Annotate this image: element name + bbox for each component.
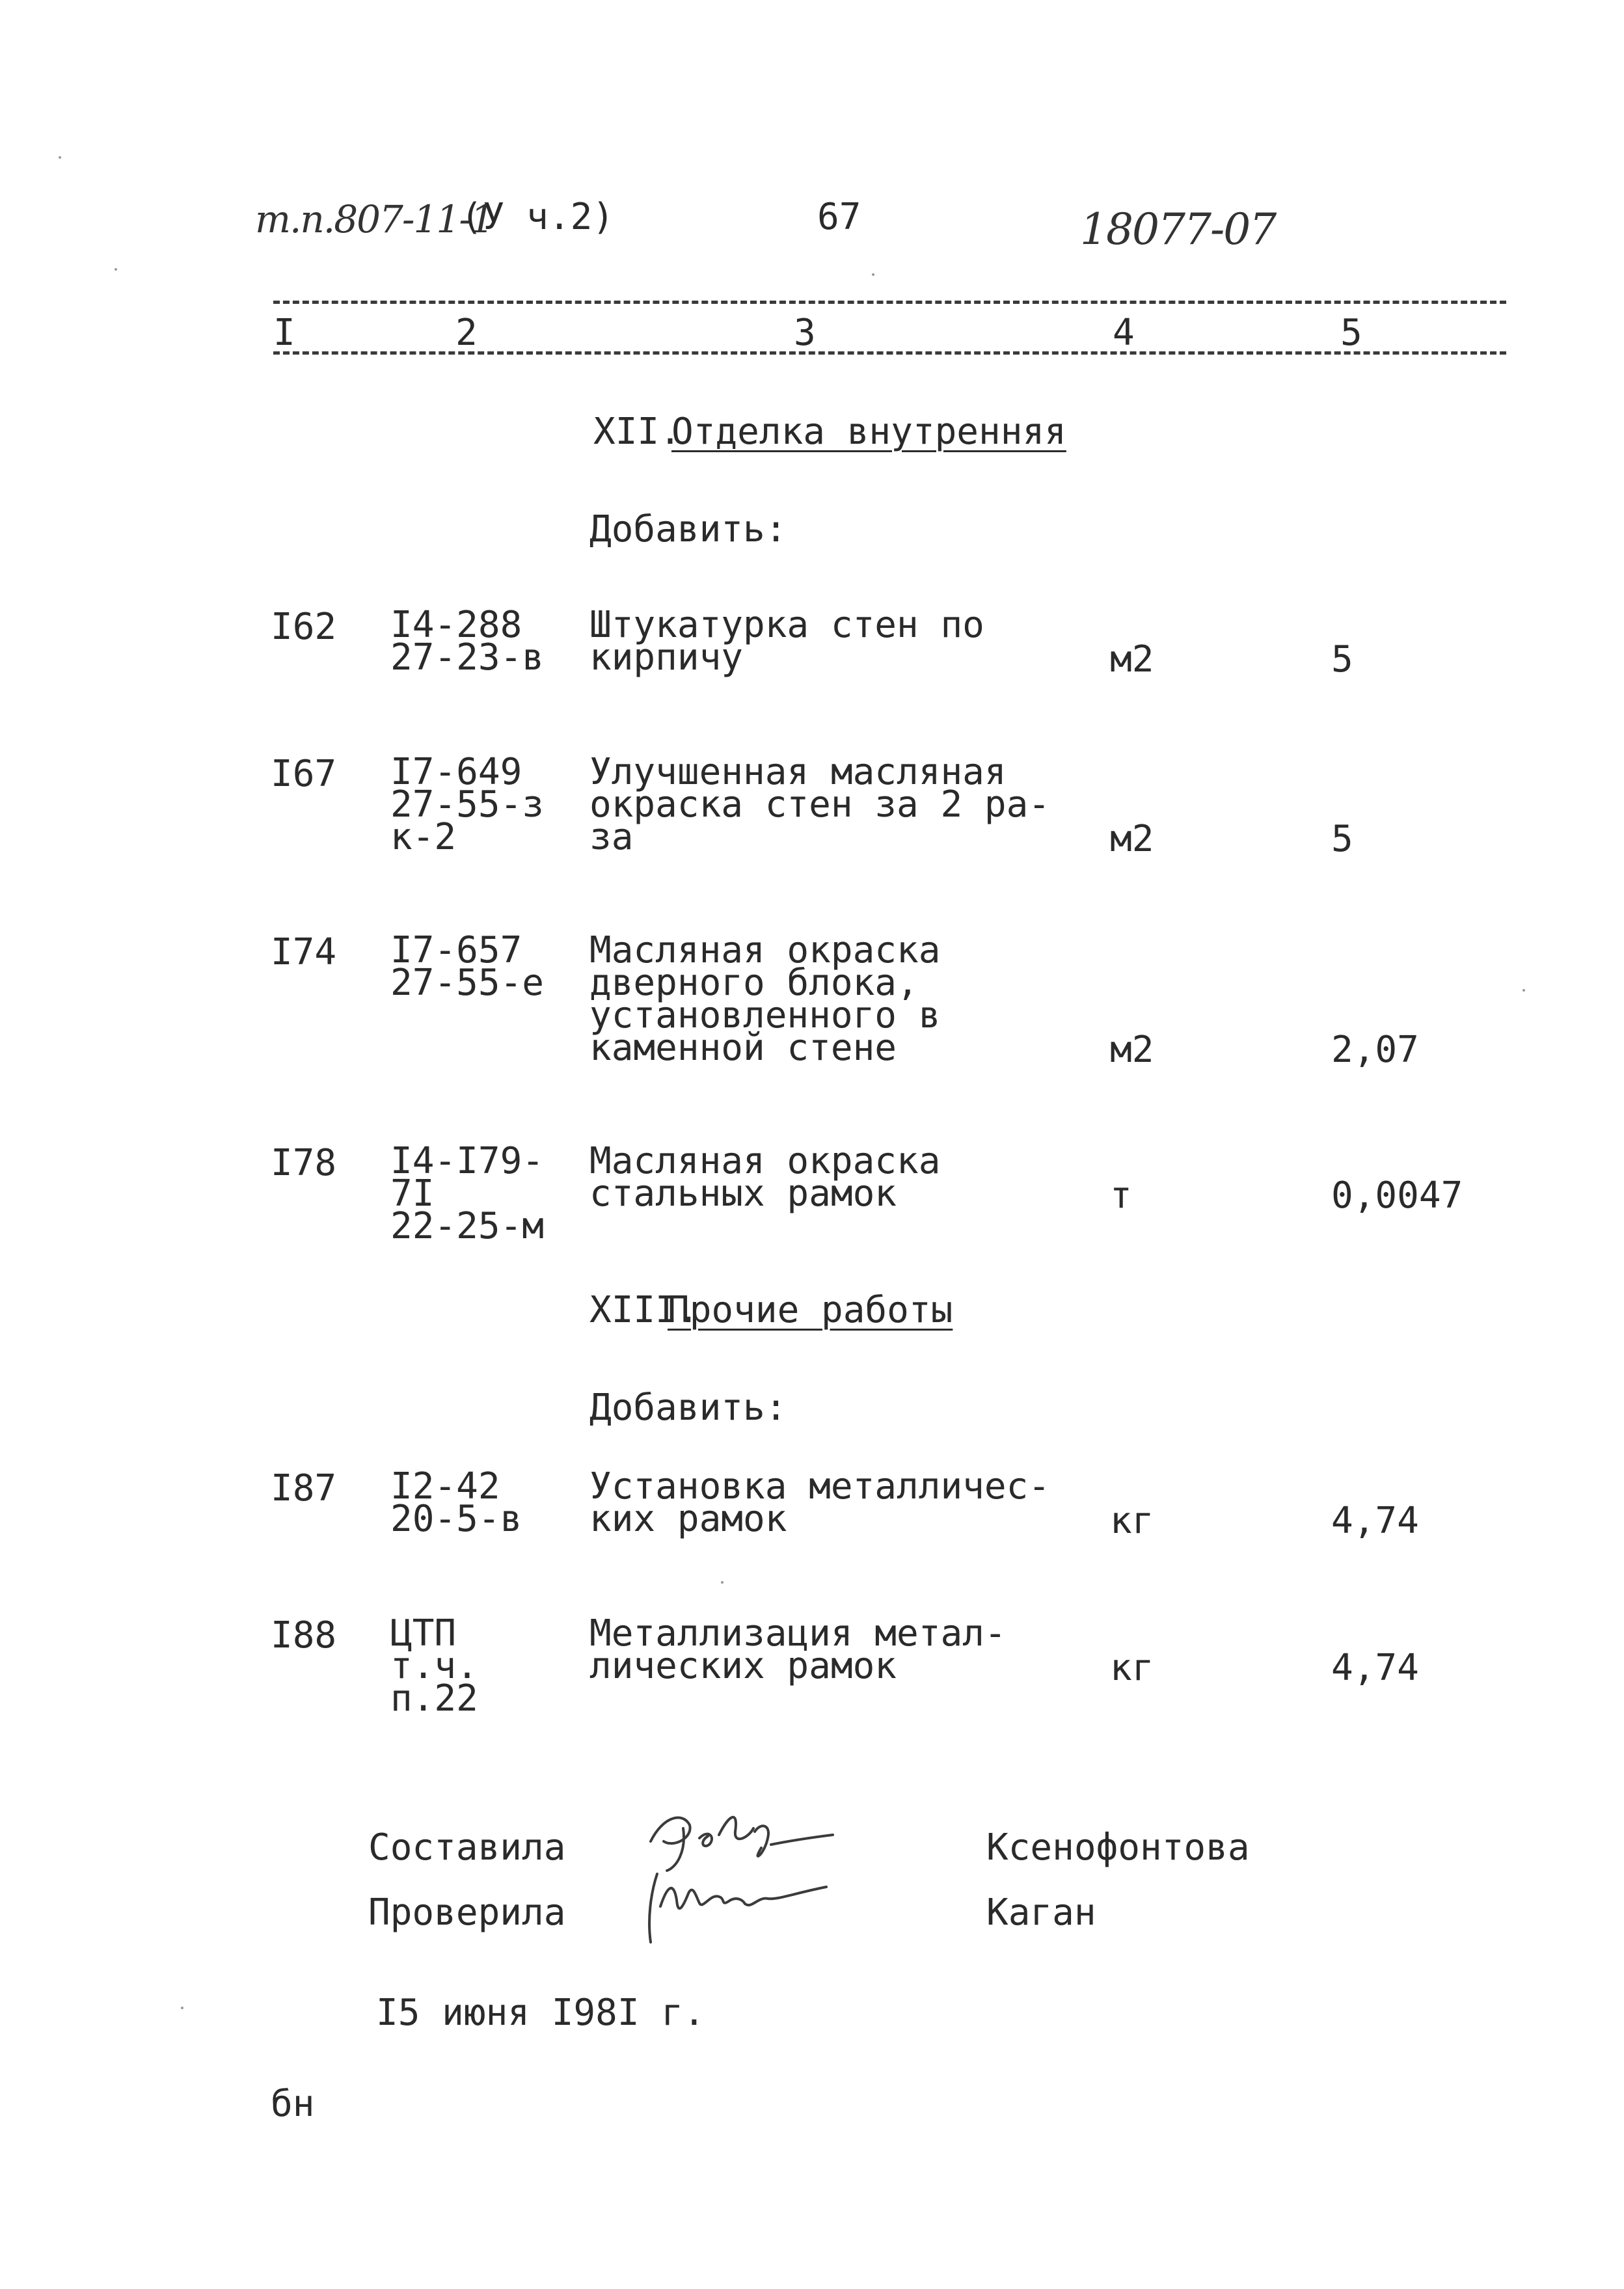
row-description: Масляная окраска стальных рамок xyxy=(589,1140,941,1215)
scan-speck xyxy=(59,156,61,159)
row-quantity: 4,74 xyxy=(1331,1500,1419,1542)
row-number: I87 xyxy=(271,1467,337,1510)
section-13-title: Прочие работы xyxy=(668,1289,953,1331)
checked-by-label: Проверила xyxy=(368,1891,566,1934)
section-12-title: Отделка внутренняя xyxy=(671,411,1066,453)
scan-speck xyxy=(721,1581,724,1584)
document-date: I5 июня I98I г. xyxy=(376,1992,705,2034)
scan-speck xyxy=(115,268,117,271)
checked-by-name: Каган xyxy=(986,1891,1096,1934)
row-quantity: 5 xyxy=(1331,818,1353,860)
row-description: Штукатурка стен по кирпичу xyxy=(589,604,984,679)
row-quantity: 0,0047 xyxy=(1331,1174,1463,1217)
scan-speck xyxy=(181,2007,183,2009)
row-quantity: 5 xyxy=(1331,638,1353,681)
row-quantity: 4,74 xyxy=(1331,1647,1419,1689)
row-description: Установка металличес- ких рамок xyxy=(589,1465,1051,1540)
row-code: I7-657 27-55-е xyxy=(390,929,545,1004)
row-code: ЦТП т.ч. п.22 xyxy=(390,1612,478,1720)
footer-mark: бн xyxy=(271,2083,315,2125)
section-13-action: Добавить: xyxy=(589,1387,787,1429)
row-number: I78 xyxy=(271,1142,337,1184)
row-number: I62 xyxy=(271,606,337,648)
row-description: Улучшенная масляная окраска стен за 2 ра- за xyxy=(589,751,1051,858)
column-header-4: 4 xyxy=(1113,312,1135,354)
row-description: Металлизация метал- лических рамок xyxy=(589,1612,1007,1687)
section-12-action: Добавить: xyxy=(589,508,787,550)
row-unit: кг xyxy=(1110,1647,1154,1689)
column-header-3: 3 xyxy=(794,312,816,354)
row-description: Масляная окраска дверного блока, установленного в каменной стене xyxy=(589,929,941,1069)
row-number: I74 xyxy=(271,931,337,973)
row-code: I4-I79- 7I 22-25-м xyxy=(390,1140,545,1247)
row-unit: кг xyxy=(1110,1500,1154,1542)
row-unit: т xyxy=(1110,1174,1132,1217)
signature-checked xyxy=(638,1861,859,1952)
column-header-2: 2 xyxy=(455,312,478,354)
row-unit: м2 xyxy=(1110,1029,1154,1071)
section-12-numeral: XII. xyxy=(593,411,681,453)
row-code: I2-42 20-5-в xyxy=(390,1465,522,1540)
row-code: I7-649 27-55-з к-2 xyxy=(390,751,545,858)
scan-speck xyxy=(872,273,874,276)
page-number: 67 xyxy=(817,196,861,238)
scan-speck xyxy=(1522,989,1525,992)
column-header-bottom-rule xyxy=(273,351,1506,355)
row-unit: м2 xyxy=(1110,818,1154,860)
column-header-1: I xyxy=(273,312,295,354)
row-number: I67 xyxy=(271,753,337,795)
row-code: I4-288 27-23-в xyxy=(390,604,545,679)
section-13-numeral: XIII. xyxy=(589,1289,699,1331)
row-quantity: 2,07 xyxy=(1331,1029,1419,1071)
column-header-top-rule xyxy=(273,301,1506,304)
column-header-5: 5 xyxy=(1340,312,1362,354)
compiled-by-name: Ксенофонтова xyxy=(986,1826,1250,1869)
row-unit: м2 xyxy=(1110,638,1154,681)
row-number: I88 xyxy=(271,1614,337,1657)
compiled-by-label: Составила xyxy=(368,1826,566,1869)
project-number: т.п.807-11-1 xyxy=(255,197,493,241)
project-part: (У ч.2) xyxy=(461,196,615,238)
document-number: 18077-07 xyxy=(1080,204,1276,254)
